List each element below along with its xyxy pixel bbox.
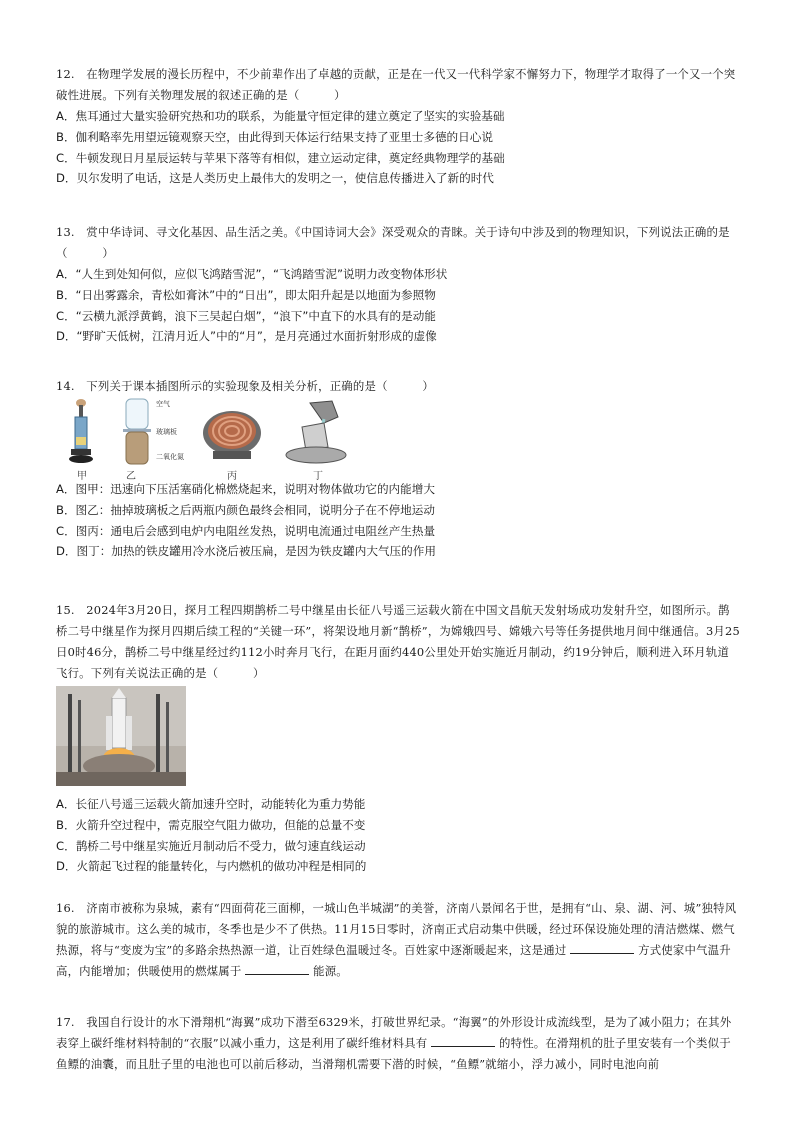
question-13-option-c: C．“云横九派浮黄鹤，浪下三吴起白烟”，“浪下”中直下的水具有的是动能 [56, 308, 436, 323]
question-17-text [56, 1012, 740, 1075]
question-14 [56, 376, 740, 562]
question-12-option-d: D．贝尔发明了电话，这是人类历史上最伟大的发明之一，使信息传播进入了新的时代 [56, 171, 494, 186]
question-16-part2: 方式使家中气温升高，内能增加；供暖使用的燃煤属于 [56, 943, 731, 978]
question-12-option-b: B．伽利略率先用望远镜观察天空，由此得到天体运行结果支持了亚里士多德的日心说 [56, 129, 493, 144]
question-17-part2: 的特性。在滑翔机的肚子里安装有一个类似于鱼鳔的油囊，而且肚子里的电池也可以前后移动，当滑翔机需要下潜的时候，“鱼鳔”就缩小，浮力减小，同时电池向前 [56, 1036, 731, 1071]
figure-b-label: 乙 [126, 471, 136, 482]
figure-d-label: 丁 [313, 471, 323, 482]
experiment-figures [56, 397, 740, 482]
rocket-launch-photo [56, 686, 186, 786]
question-13-option-d: D．“野旷天低树，江清月近人”中的“月”，是月亮通过水面折射形成的虚像 [56, 329, 437, 344]
question-15-option-d: D．火箭起飞过程的能量转化，与内燃机的做功冲程是相同的 [56, 859, 367, 874]
question-13-option-b: B．“日出雾露余，青松如膏沐”中的“日出”，即太阳升起是以地面为参照物 [56, 287, 436, 302]
question-16-text [56, 898, 740, 982]
question-13-option-a: A．“人生到处知何似，应似飞鸿踏雪泥”，“飞鸿踏雪泥”说明力改变物体形状 [56, 267, 448, 281]
question-17-part1: 17. 我国自行设计的水下滑翔机“海翼”成功下潜至6329米，打破世界纪录。“海翼”的外形设计成流线型，是为了减小阻力；在其外表穿上碳纤维材料特制的“衣服”以减小重力，这是利用了碳纤维材料具有 [56, 1015, 732, 1050]
figure-c-electric-stove [201, 405, 263, 465]
question-12-stem: 12. 在物理学发展的漫长历程中，不少前辈作出了卓越的贡献，正是在一代又一代科学家不懈努力下，物理学才取得了一个又一个突破性进展。下列有关物理发展的叙述正确的是（ ） [56, 67, 736, 102]
question-16 [56, 898, 740, 982]
question-12-option-c: C．牛顿发现日月星辰运转与苹果下落等有相似，建立运动定律，奠定经典物理学的基础 [56, 150, 505, 165]
figure-b-glass-label: 玻璃板 [156, 428, 177, 436]
question-14-option-b: B．图乙：抽掉玻璃板之后两瓶内颜色最终会相同，说明分子在不停地运动 [56, 502, 435, 517]
answer-blank-1[interactable] [570, 941, 634, 954]
question-17 [56, 1012, 740, 1075]
figure-b-no2-label: 二氧化氮 [156, 453, 184, 461]
question-14-option-c: C．图丙：通电后会感到电炉内电阻丝发热，说明电流通过电阻丝产生热量 [56, 523, 436, 538]
question-13-stem: 13. 赏中华诗词、寻文化基因、品生活之美。《中国诗词大会》深受观众的青睐。关于诗句中涉及到的物理知识，下列说法正确的是（ ） [56, 225, 730, 260]
question-15-option-a: A．长征八号遥三运载火箭加速升空时，动能转化为重力势能 [56, 797, 366, 811]
question-15-option-b: B．火箭升空过程中，需克服空气阻力做功，但能的总量不变 [56, 817, 366, 832]
question-15-stem: 15. 2024年3月20日，探月工程四期鹊桥二号中继星由长征八号遥三运载火箭在中国文昌航天发射场成功发射升空，如图所示。鹊桥二号中继星作为探月四期后续工程的“关键一环”，将架设地月新“鹊桥”，为嫦娥四号、嫦娥六号等任务提供地月间中继通信。3月25日0时46分，鹊桥二号中继星经过约112小时奔月飞行，在距月面约440公里处开始实施近月制动，约19分钟后，顺利进入环月轨道飞行。下列有关说法正确的是（ ） [56, 603, 740, 680]
question-15 [56, 600, 740, 877]
question-16-part1: 16. 济南市被称为泉城，素有“四面荷花三面柳，一城山色半城湖”的美誉，济南八景闻名于世，是拥有“山、泉、湖、河、城”独特风貌的旅游城市。这么美的城市，冬季也是少不了供热。11月15日零时，济南正式启动集中供暖，经过环保设施处理的清洁燃煤、燃气热源，将与“变废为宝”的多路余热热源一道，让百姓绿色温暖过冬。百姓家中逐渐暖起来，这是通过 [56, 901, 737, 957]
answer-blank-2[interactable] [245, 962, 309, 975]
figure-a-fire-syringe [64, 397, 98, 467]
figure-a-label: 甲 [77, 471, 87, 482]
question-16-part3: 能源。 [313, 964, 348, 978]
question-14-option-a: A．图甲：迅速向下压活塞硝化棉燃烧起来，说明对物体做功它的内能增大 [56, 482, 435, 496]
figure-b-air-label: 空气 [156, 400, 170, 408]
question-14-option-d: D．图丁：加热的铁皮罐用冷水浇后被压扁，是因为铁皮罐内大气压的作用 [56, 544, 436, 559]
figure-d-crushed-can [280, 397, 350, 467]
figure-c-label: 丙 [227, 471, 237, 482]
question-12-option-a: A．焦耳通过大量实验研究热和功的联系，为能量守恒定律的建立奠定了坚实的实验基础 [56, 109, 505, 123]
answer-blank-3[interactable] [431, 1034, 495, 1047]
question-14-stem: 14. 下列关于课本插图所示的实验现象及相关分析，正确的是（ ） [56, 379, 435, 393]
question-15-option-c: C．鹊桥二号中继星实施近月制动后不受力，做匀速直线运动 [56, 838, 366, 853]
question-12 [56, 64, 740, 189]
question-13 [56, 222, 740, 347]
